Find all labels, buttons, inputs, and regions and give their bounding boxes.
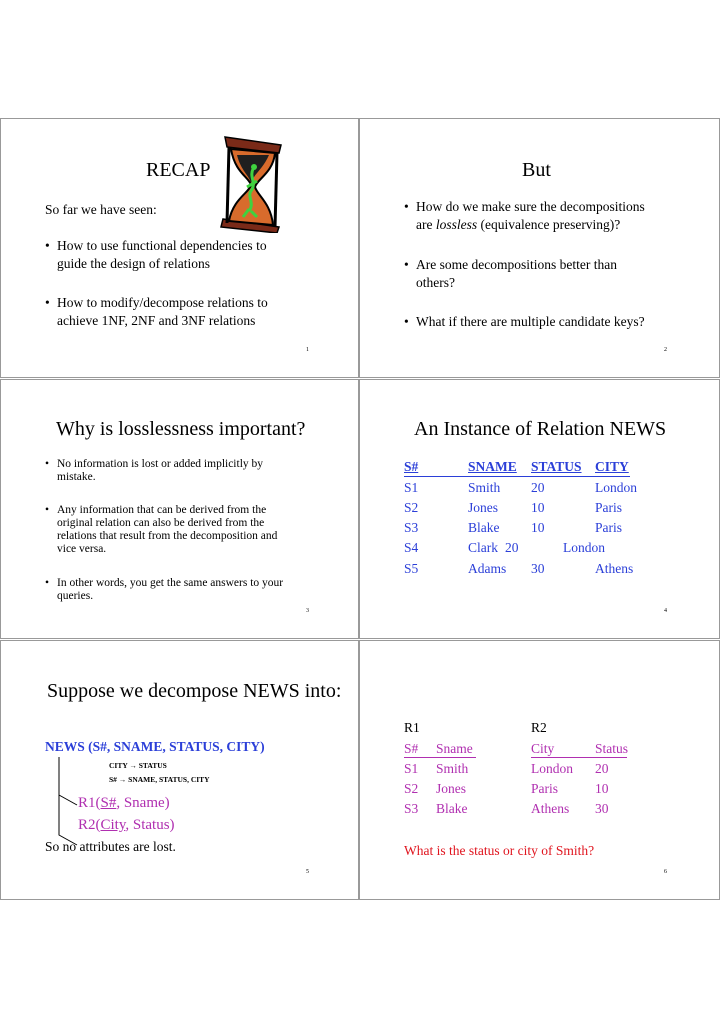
slide-5-title: Suppose we decompose NEWS into: bbox=[47, 680, 342, 702]
table-cell: London bbox=[563, 540, 605, 555]
slide-1-bullet-2 bbox=[57, 294, 268, 330]
page-number: 6 bbox=[664, 869, 667, 875]
hourglass-icon bbox=[213, 133, 293, 233]
slide-5 bbox=[0, 640, 359, 900]
table-cell: Paris bbox=[595, 500, 622, 515]
r1-cell: Jones bbox=[436, 781, 466, 796]
table-cell: 10 bbox=[531, 500, 545, 515]
r2-cell: 10 bbox=[595, 781, 609, 796]
slide-3-bullet-3 bbox=[57, 577, 283, 603]
bullet-line bbox=[416, 216, 645, 234]
table-cell: 20 bbox=[531, 480, 545, 495]
slide-4 bbox=[359, 379, 720, 639]
table-cell: 20 bbox=[505, 540, 519, 555]
news-relation: NEWS (S#, SNAME, STATUS, CITY) bbox=[45, 739, 265, 754]
slide-3-bullet-2 bbox=[57, 504, 277, 556]
text-run: (equivalence preserving)? bbox=[477, 217, 621, 232]
slide-1-title: RECAP bbox=[146, 159, 211, 181]
r1-cell: S2 bbox=[404, 781, 419, 796]
r2-key: City bbox=[100, 817, 126, 833]
slide-grid bbox=[0, 118, 720, 902]
text-run: , Sname) bbox=[116, 795, 170, 811]
bullet-line: • No information is lost or added implicitly by bbox=[57, 458, 263, 471]
table-cell: Smith bbox=[468, 480, 501, 495]
slide-3 bbox=[0, 379, 359, 639]
table-cell: Athens bbox=[595, 561, 634, 576]
slide-1-bullet-1 bbox=[57, 237, 267, 273]
r2-cell: 30 bbox=[595, 801, 609, 816]
text-run: , Status) bbox=[125, 817, 175, 833]
table-cell: S5 bbox=[404, 561, 419, 576]
r1-cell: Smith bbox=[436, 761, 469, 776]
table-cell: Clark bbox=[468, 540, 498, 555]
r2-cell: 20 bbox=[595, 761, 609, 776]
table-cell: 30 bbox=[531, 561, 545, 576]
table-cell: S3 bbox=[404, 520, 419, 535]
r1-cell: S3 bbox=[404, 801, 419, 816]
page-number: 2 bbox=[664, 347, 667, 353]
r2-header: Status bbox=[595, 741, 629, 756]
slide-2-bullet-3 bbox=[416, 313, 645, 331]
r1-cell: Blake bbox=[436, 801, 468, 816]
slide-2-title: But bbox=[522, 159, 551, 181]
bullet-line: • Are some decompositions better than bbox=[416, 256, 617, 274]
table-cell: 10 bbox=[531, 520, 545, 535]
slide-3-title: Why is losslessness important? bbox=[56, 418, 306, 440]
bullet-line: • How do we make sure the decompositions bbox=[416, 198, 645, 216]
lossless-emphasis: lossless bbox=[435, 217, 478, 232]
slide-2-bullet-1 bbox=[416, 198, 645, 234]
table-cell: London bbox=[595, 480, 637, 495]
r2-cell: London bbox=[531, 761, 573, 776]
col-header-status: STATUS bbox=[531, 459, 582, 474]
bullet-line: achieve 1NF, 2NF and 3NF relations bbox=[57, 313, 256, 328]
page-number: 1 bbox=[306, 347, 309, 353]
bullet-line: • How to use functional dependencies to bbox=[57, 237, 267, 255]
slide-2-bullet-2 bbox=[416, 256, 617, 292]
fd-city-status: CITY → STATUS bbox=[109, 761, 167, 770]
bullet-line: queries. bbox=[57, 590, 94, 602]
slide-3-bullet-1 bbox=[57, 458, 263, 484]
r1-schema bbox=[78, 795, 170, 812]
r1-cell: S1 bbox=[404, 761, 419, 776]
header-underline bbox=[404, 476, 630, 477]
table-cell: Adams bbox=[468, 561, 507, 576]
page-number: 3 bbox=[306, 608, 309, 614]
bullet-line: • How to modify/decompose relations to bbox=[57, 294, 268, 312]
table-cell: S4 bbox=[404, 540, 419, 555]
text-run: are bbox=[416, 217, 436, 232]
r2-header: City bbox=[531, 741, 555, 756]
bullet-line: relations that result from the decomposition and bbox=[57, 530, 278, 542]
r1-label: R1 bbox=[404, 720, 420, 735]
bullet-line: • Any information that can be derived from the bbox=[57, 504, 277, 517]
slide-1 bbox=[0, 118, 359, 378]
page-number: 5 bbox=[306, 869, 309, 875]
bullet-line: • What if there are multiple candidate keys? bbox=[416, 313, 645, 331]
r2-cell: Paris bbox=[531, 781, 558, 796]
bullet-line: mistake. bbox=[57, 471, 96, 483]
bullet-line: original relation can also be derived from the bbox=[57, 517, 265, 529]
r2-header-underline bbox=[531, 757, 627, 758]
slide-1-intro: So far we have seen: bbox=[45, 202, 157, 217]
r1-header-underline bbox=[404, 757, 476, 758]
r2-label: R2 bbox=[531, 720, 547, 735]
slide-4-title: An Instance of Relation NEWS bbox=[414, 418, 667, 440]
table-cell: Paris bbox=[595, 520, 622, 535]
question-text: What is the status or city of Smith? bbox=[404, 843, 595, 858]
table-cell: Blake bbox=[468, 520, 500, 535]
text-run: R2( bbox=[78, 817, 101, 833]
col-header-city: CITY bbox=[595, 459, 629, 474]
fd-snum: S# → SNAME, STATUS, CITY bbox=[109, 775, 210, 784]
slide-6 bbox=[359, 640, 720, 900]
r1-key: S# bbox=[100, 795, 117, 811]
bullet-line: others? bbox=[416, 275, 455, 290]
col-header-sname: SNAME bbox=[468, 459, 517, 474]
slide-2 bbox=[359, 118, 720, 378]
page-number: 4 bbox=[664, 608, 667, 614]
slide-5-footer: So no attributes are lost. bbox=[45, 839, 176, 854]
bullet-line: vice versa. bbox=[57, 543, 107, 555]
table-cell: S1 bbox=[404, 480, 419, 495]
table-cell: Jones bbox=[468, 500, 498, 515]
col-header-snum: S# bbox=[404, 459, 419, 474]
bullet-line: • In other words, you get the same answers to your bbox=[57, 577, 283, 590]
table-cell: S2 bbox=[404, 500, 419, 515]
r2-schema bbox=[78, 817, 175, 834]
bullet-line: guide the design of relations bbox=[57, 256, 210, 271]
text-run: R1( bbox=[78, 795, 101, 811]
r1-header: Sname bbox=[436, 741, 473, 756]
r1-header: S# bbox=[404, 741, 419, 756]
r2-cell: Athens bbox=[531, 801, 570, 816]
